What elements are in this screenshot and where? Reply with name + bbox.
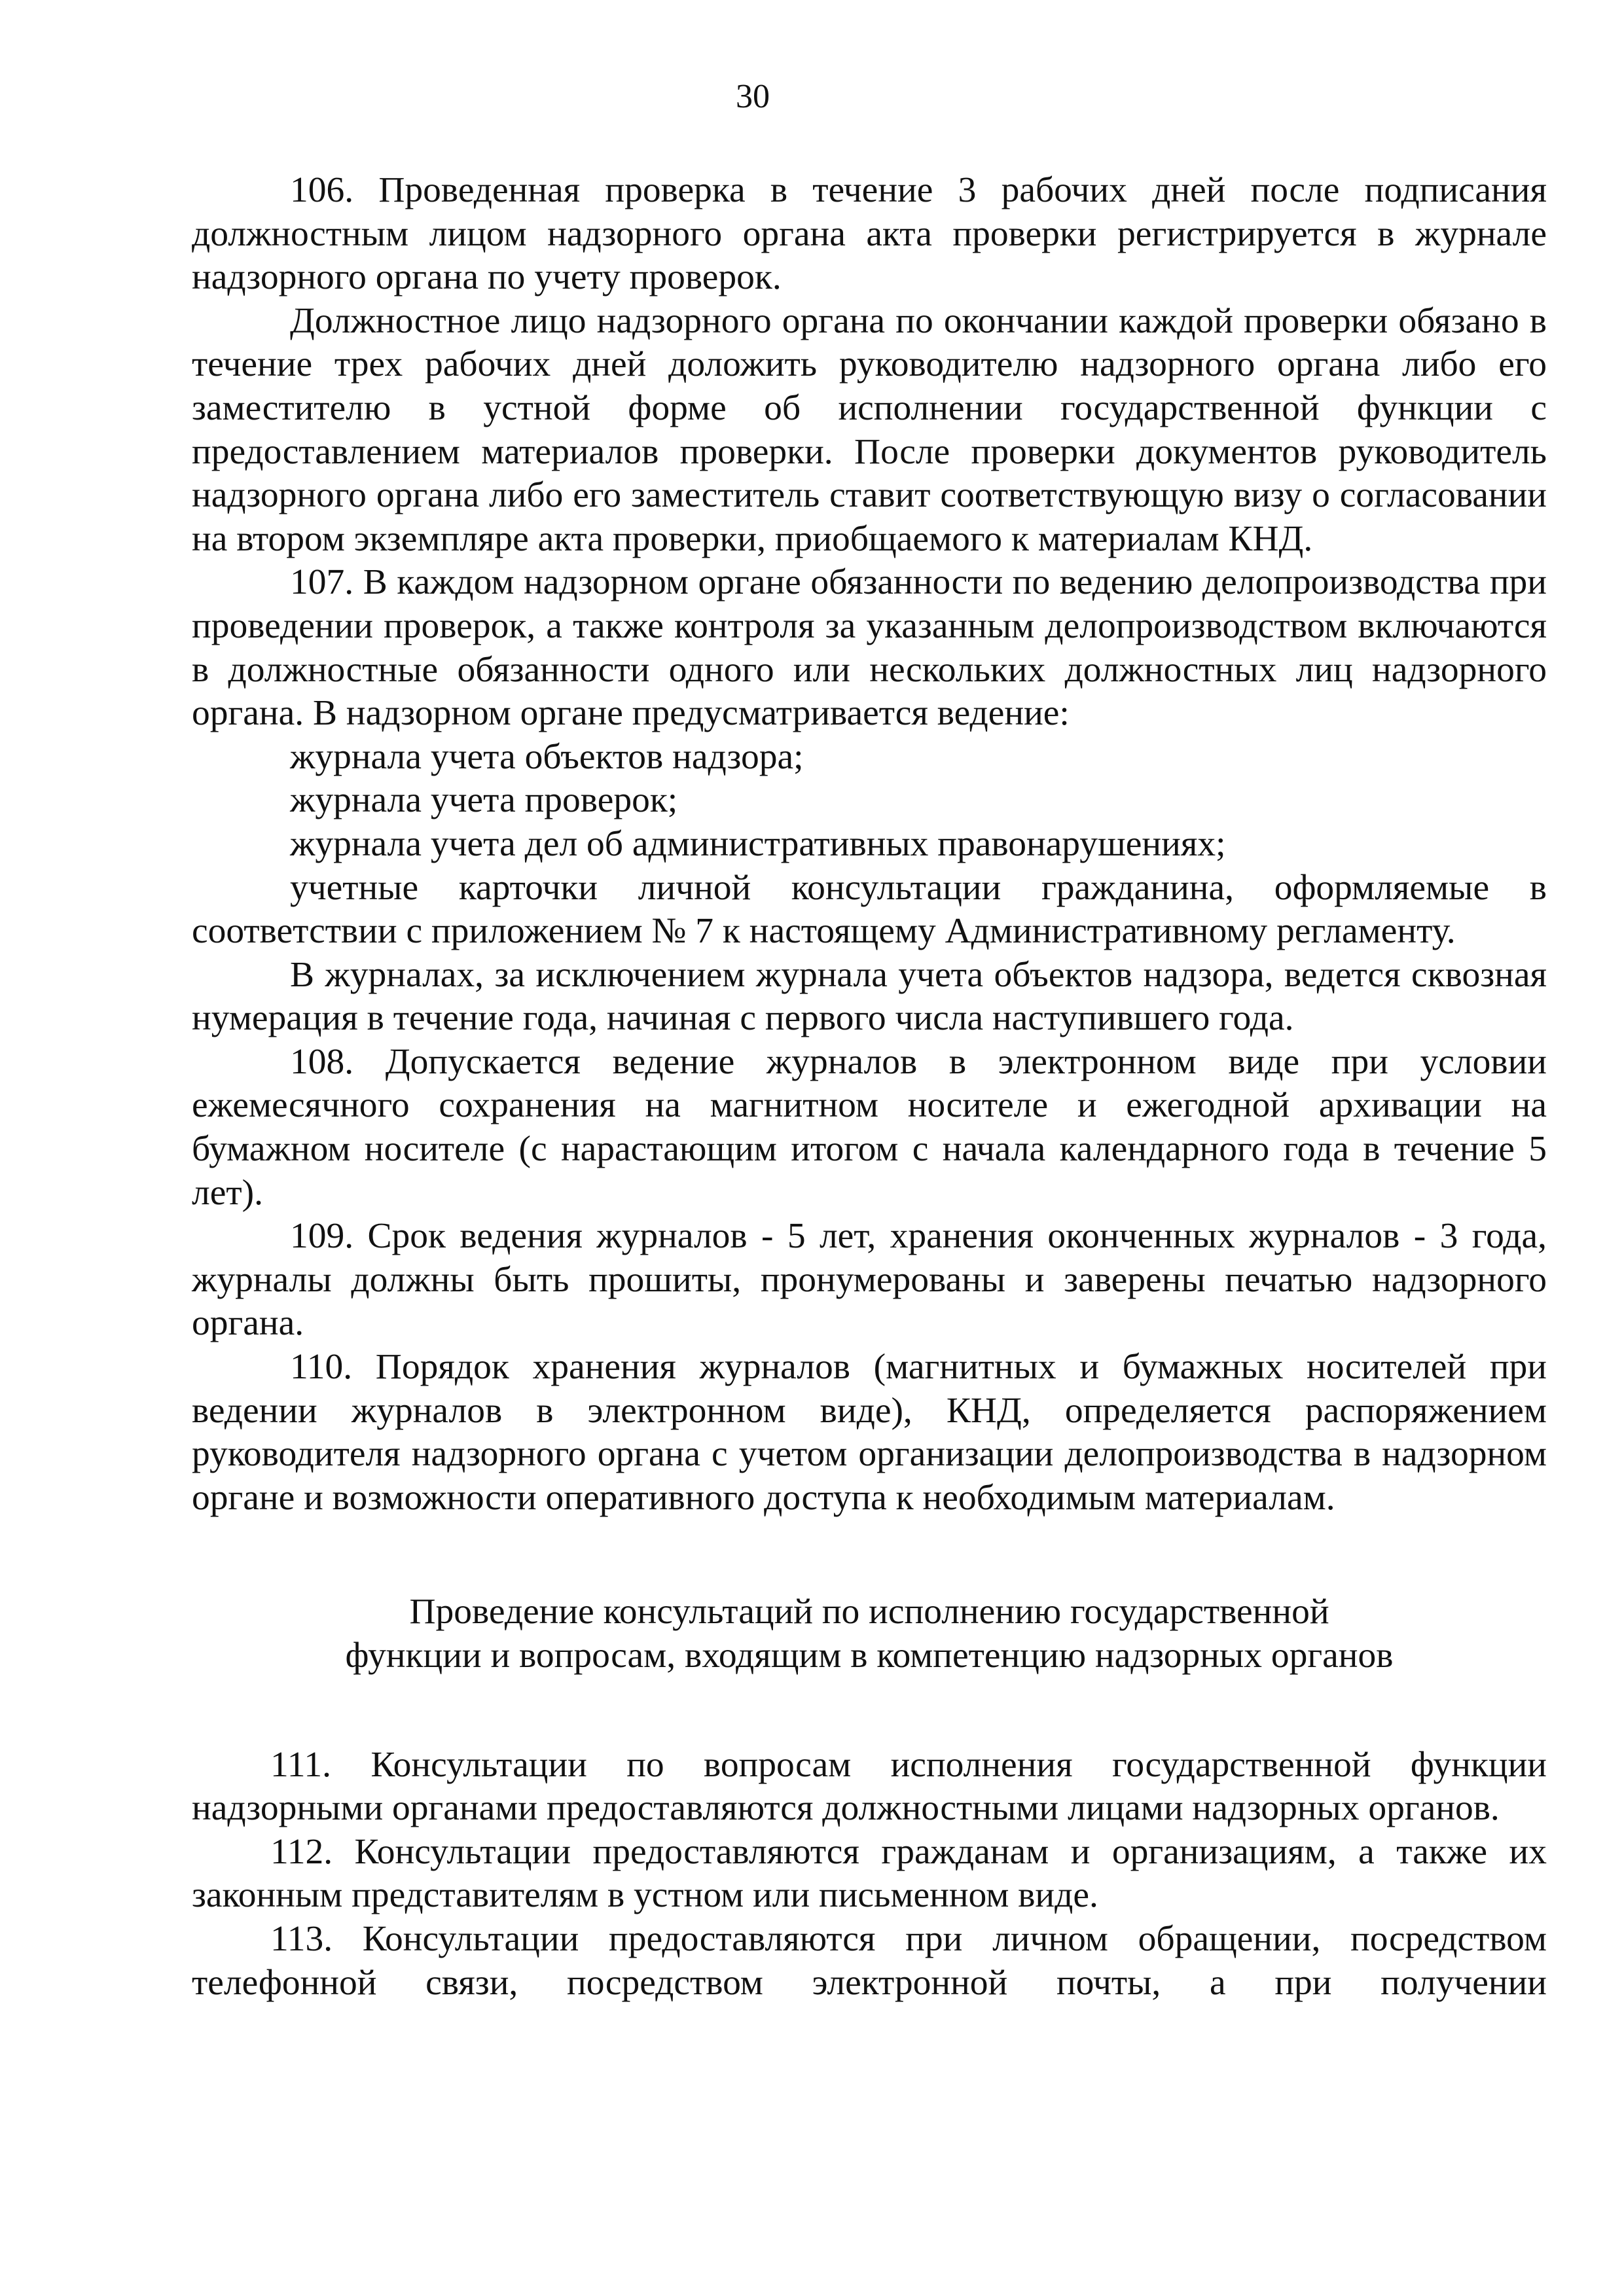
paragraph-106: 106. Проведенная проверка в течение 3 рабочих дней после подписания должностным лицом надзорного органа акта проверки регистрируется в журнале надзорного органа по учету проверок. xyxy=(192,170,1547,298)
section-heading-line-1: Проведение консультаций по исполнению государственной xyxy=(409,1592,1329,1632)
document-body xyxy=(192,169,1547,2005)
paragraph-109: 109. Срок ведения журналов - 5 лет, хранения оконченных журналов - 3 года, журналы должны быть прошиты, пронумерованы и заверены печатью надзорного органа. xyxy=(192,1216,1547,1344)
paragraph-108: 108. Допускается ведение журналов в электронном виде при условии ежемесячного сохранения на магнитном носителе и ежегодной архивации на бумажном носителе (с нарастающим итогом с начала календарного года в течение 5 лет). xyxy=(192,1041,1547,1213)
paragraph-112: 112. Консультации предоставляются гражданам и организациям, а также их законным представителям в устном или письменном виде. xyxy=(192,1831,1547,1916)
page-number: 30 xyxy=(736,78,770,115)
section-heading-line-2: функции и вопросам, входящим в компетенцию надзорных органов xyxy=(345,1636,1394,1676)
paragraph-113: 113. Консультации предоставляются при личном обращении, посредством телефонной связи, посредством электронной почты, а при получении xyxy=(192,1918,1547,2003)
paragraph-107: 107. В каждом надзорном органе обязанности по ведению делопроизводства при проведении проверок, а также контроля за указанным делопроизводством включаются в должностные обязанности одного или нескольких должностных лиц надзорного органа. В надзорном органе предусматривается ведение: xyxy=(192,562,1547,734)
section-heading xyxy=(192,1590,1547,1677)
list-item: журнала учета проверок; xyxy=(290,780,678,821)
paragraph-111: 111. Консультации по вопросам исполнения государственной функции надзорными органами предоставляются должностными лицами надзорных органов. xyxy=(192,1744,1547,1829)
paragraph-110: 110. Порядок хранения журналов (магнитных и бумажных носителей при ведении журналов в электронном виде), КНД, определяется распоряжением руководителя надзорного органа с учетом организации делопроизводства в надзорном органе и возможности оперативного доступа к необходимым материалам. xyxy=(192,1347,1547,1518)
paragraph-107-cards: учетные карточки личной консультации гражданина, оформляемые в соответствии с приложением № 7 к настоящему Административному регламенту. xyxy=(192,867,1547,952)
paragraph-107-journals: В журналах, за исключением журнала учета объектов надзора, ведется сквозная нумерация в течение года, начиная с первого числа наступившего года. xyxy=(192,954,1547,1039)
list-item: журнала учета дел об административных правонарушениях; xyxy=(290,823,1226,864)
paragraph-106-report: Должностное лицо надзорного органа по окончании каждой проверки обязано в течение трех рабочих дней доложить руководителю надзорного органа либо его заместителю в устной форме об исполнении государственной функции с предоставлением материалов проверки. После проверки документов руководитель надзорного органа либо его заместитель ставит соответствующую визу о согласовании на втором экземпляре акта проверки, приобщаемого к материалам КНД. xyxy=(192,300,1547,559)
list-item: журнала учета объектов надзора; xyxy=(290,736,804,777)
